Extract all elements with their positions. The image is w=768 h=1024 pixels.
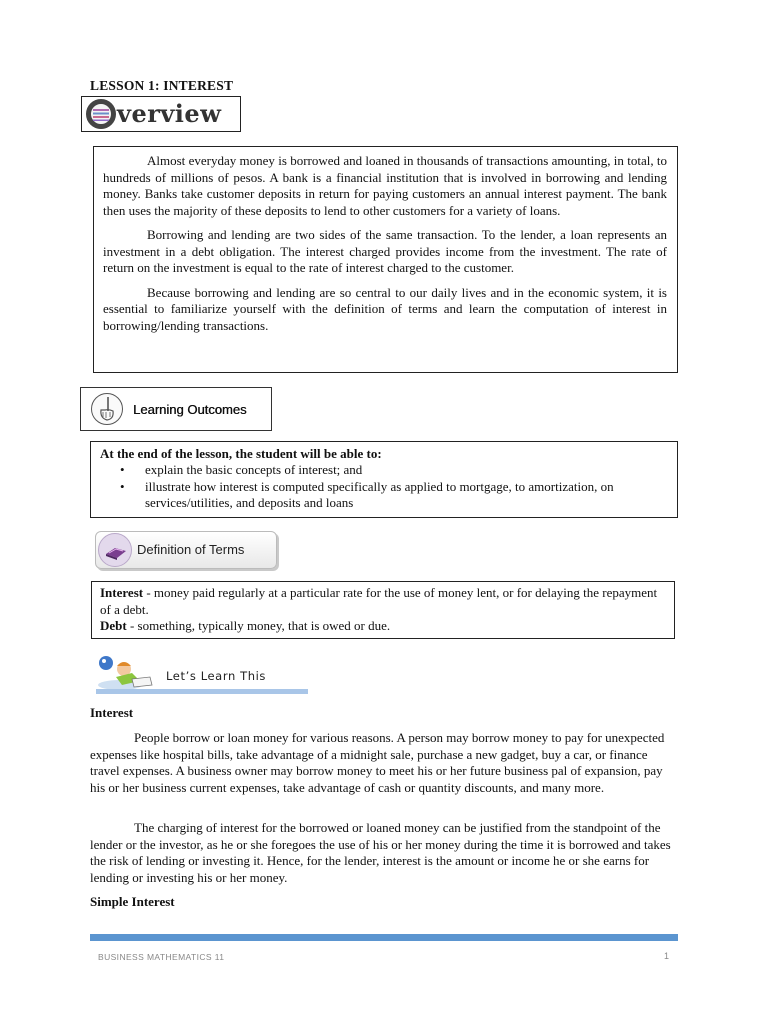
interest-heading: Interest — [90, 705, 134, 720]
learning-outcomes-badge — [80, 387, 272, 431]
bullet-icon: • — [120, 478, 125, 494]
outcomes-intro: At the end of the lesson, the student will be able to: — [100, 446, 382, 461]
outcomes-list — [100, 462, 668, 512]
term-name: Interest — [100, 585, 144, 600]
terms-box — [91, 581, 675, 639]
page-number: 1 — [664, 951, 670, 961]
term-definition: - something, typically money, that is owed or due. — [126, 618, 391, 633]
overview-badge — [81, 96, 241, 132]
overview-badge-text: verview — [117, 99, 222, 128]
learning-outcomes-label: Learning Outcomes — [133, 402, 247, 417]
simple-interest-heading: Simple Interest — [90, 894, 175, 909]
lets-learn-label: Let’s Learn This — [166, 669, 266, 683]
lesson-title: LESSON 1: INTEREST — [90, 78, 234, 93]
overview-paragraph: Borrowing and lending are two sides of the same transaction. To the lender, a loan represents an investment in a debt obligation. The interest charged provides income from the investment. The rate of return on the investment is equal to the rate of interest charged to the customer. — [103, 227, 667, 275]
overview-paragraph: Almost everyday money is borrowed and loaned in thousands of transactions amounting, in total, to hundreds of millions of pesos. A bank is a financial institution that is involved in borrowing and lending money. Banks take customer deposits in return for paying customers an annual interest payment. The bank then uses the majority of these deposits to lend to other customers for a variety of loans. — [103, 153, 667, 218]
footer-bar — [90, 934, 678, 941]
pencil-hand-icon — [91, 393, 123, 425]
overview-paragraph: Because borrowing and lending are so central to our daily lives and in the economic system, it is essential to familiarize yourself with the definition of terms and learn the computation of interest in borrowing/lending transactions. — [103, 284, 667, 333]
overview-o-icon — [86, 99, 116, 129]
lets-learn-underline — [96, 689, 308, 694]
term-row — [100, 618, 666, 635]
term-row — [100, 585, 666, 618]
outcome-text: illustrate how interest is computed specifically as applied to mortgage, to amortization, on services/utilities, and deposits and loans — [145, 478, 614, 510]
lets-learn-banner — [96, 655, 308, 695]
book-icon — [98, 533, 132, 567]
term-name: Debt — [100, 618, 127, 633]
body-paragraph: The charging of interest for the borrowed or loaned money can be justified from the standpoint of the lender or the investor, as he or she foregoes the use of his or her money during the time it is borrowed and takes the risk of lending or investing it. Hence, for the lender, interest is the amount or income he or she earns for lending or investing his or her money. — [90, 820, 671, 885]
body-paragraph: People borrow or loan money for various reasons. A person may borrow money to pay for unexpected expenses like hospital bills, take advantage of a midnight sale, purchase a new gadget, buy a car, or finance travel expenses. A business owner may borrow money to meet his or her future business pal of expansion, pay his or her business current expenses, take advantage of cash or quantity discounts, and many more. — [90, 730, 665, 795]
outcomes-box — [90, 441, 678, 518]
definition-of-terms-badge — [95, 531, 277, 569]
list-item — [100, 479, 668, 512]
outcome-text: explain the basic concepts of interest; and — [145, 462, 363, 477]
bullet-icon: • — [120, 462, 125, 477]
overview-box — [93, 146, 678, 373]
definition-of-terms-label: Definition of Terms — [137, 542, 245, 557]
list-item — [100, 462, 668, 479]
term-definition: - money paid regularly at a particular rate for the use of money lent, or for delaying the repayment of a debt. — [100, 585, 658, 617]
footer-subject: BUSINESS MATHEMATICS 11 — [98, 952, 225, 962]
student-reading-icon — [96, 655, 168, 693]
